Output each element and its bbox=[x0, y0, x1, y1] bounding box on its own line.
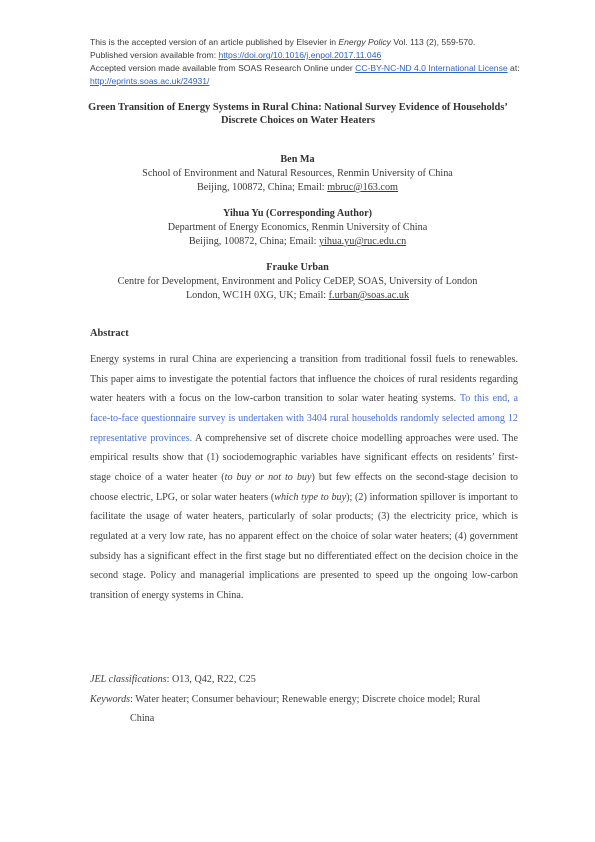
publication-notice bbox=[90, 36, 530, 88]
notice-text: Published version available from: bbox=[90, 50, 219, 60]
abstract-body: Energy systems in rural China are experiencing a transition from traditional fossil fuels to renewables. This paper aims to investigate the potential factors that influence the choices of rural residents regarding water heaters with a focus on the low-carbon transition to solar water heating systems. To this end, a face-to-face questionnaire survey is undertaken with 3404 rural households randomly selected among 12 representative provinces. A comprehensive set of discrete choice modelling approaches were used. The empirical results show that (1) sociodemographic variables have significant effects on residents’ first-stage choice of a water heater (to buy or not to buy) but few effects on the second-stage decision to choose electric, LPG, or solar water heaters (which type to buy); (2) information spillover is important to facilitate the usage of water heaters, particularly of solar products; (3) the electricity price, which is regulated at a very low rate, has no apparent effect on the choice of solar water heaters; (4) government subsidy has a significant effect in the first stage but no differentiated effect on the decision choice in the second stage. Policy and managerial implications are presented to speed up the ongoing low-carbon transition of energy systems in China. bbox=[90, 354, 519, 601]
author-email[interactable]: f.urban@soas.ac.uk bbox=[328, 290, 410, 301]
highlighted-sentence: To this end, a face-to-face questionnaire survey is undertaken with 3404 rural households randomly selected among 12 representative provinces. bbox=[90, 393, 519, 444]
author-affiliation: Centre for Development, Environment and Policy CeDEP, SOAS, University of London bbox=[117, 276, 478, 287]
keywords bbox=[90, 690, 520, 729]
notice-line-2 bbox=[90, 49, 530, 62]
keywords-value: : Water heater; Consumer behaviour; Renewable energy; Discrete choice model; Rural bbox=[130, 693, 481, 705]
author-block-3 bbox=[70, 261, 525, 303]
author-address: Beijing, 100872, China; Email: mbruc@163.com bbox=[197, 182, 398, 193]
author-address: Beijing, 100872, China; Email: yihua.yu@ruc.edu.cn bbox=[188, 236, 407, 247]
doi-link[interactable]: https://doi.org/10.1016/j.enpol.2017.11.046 bbox=[218, 50, 382, 60]
eprint-link[interactable]: http://eprints.soas.ac.uk/24931/ bbox=[90, 76, 210, 86]
notice-text: at: bbox=[507, 63, 520, 73]
notice-line-1 bbox=[90, 36, 530, 49]
notice-text: This is the accepted version of an article published by Elsevier in bbox=[90, 37, 339, 47]
jel-classifications bbox=[90, 670, 520, 690]
notice-text: Accepted version made available from SOAS Research Online under bbox=[90, 63, 356, 73]
author-affiliation: Department of Energy Economics, Renmin University of China bbox=[167, 222, 428, 233]
abstract-heading: Abstract bbox=[90, 328, 129, 339]
author-affiliation: School of Environment and Natural Resources, Renmin University of China bbox=[142, 168, 453, 179]
author-block-2 bbox=[70, 207, 525, 249]
author-email[interactable]: mbruc@163.com bbox=[327, 182, 398, 193]
jel-value: : O13, Q42, R22, C25 bbox=[166, 674, 256, 685]
author-email[interactable]: yihua.yu@ruc.edu.cn bbox=[318, 236, 407, 247]
jel-label: JEL classifications bbox=[90, 674, 167, 685]
paper-title: Green Transition of Energy Systems in Rural China: National Survey Evidence of Households’ Discrete Choices on Water Heaters bbox=[88, 102, 508, 126]
author-name: Ben Ma bbox=[280, 154, 315, 165]
author-block-1 bbox=[70, 153, 525, 195]
author-name: Frauke Urban bbox=[266, 262, 329, 273]
author-address: London, WC1H 0XG, UK; Email: f.urban@soas.ac.uk bbox=[185, 290, 410, 301]
keywords-label: Keywords bbox=[90, 693, 131, 705]
license-link[interactable]: CC-BY-NC-ND 4.0 International License bbox=[355, 63, 508, 73]
notice-line-3 bbox=[90, 62, 530, 88]
notice-text: Vol. 113 (2), 559-570. bbox=[390, 37, 476, 47]
journal-name: Energy Policy bbox=[338, 37, 391, 47]
author-name: Yihua Yu (Corresponding Author) bbox=[223, 208, 372, 219]
keywords-continuation: China bbox=[130, 713, 155, 725]
